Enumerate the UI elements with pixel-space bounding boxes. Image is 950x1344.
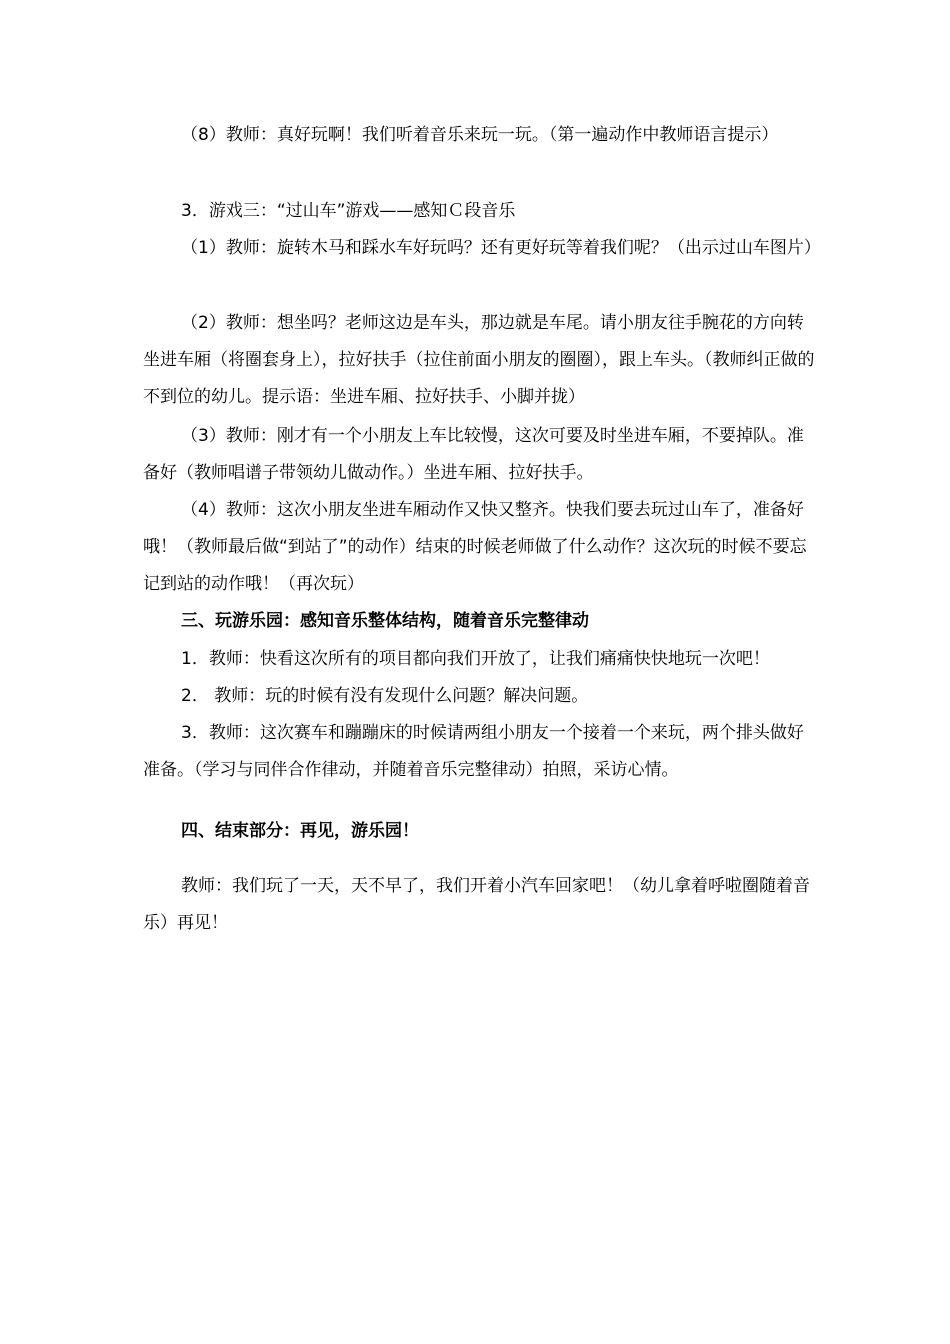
section-heading-three: 三、玩游乐园：感知音乐整体结构，随着音乐完整律动: [181, 611, 589, 631]
paragraph-teacher-8: （8）教师：真好玩啊！我们听着音乐来玩一玩。（第一遍动作中教师语言提示）: [181, 125, 779, 145]
paragraph-teacher-2: （2）教师：想坐吗？老师这边是车头，那边就是车尾。请小朋友往手腕花的方向转坐进车厢（将圈套身上），拉好扶手（拉住前面小朋友的圈圈），跟上车头。（教师纠正做的不到位的幼儿。提示语：坐进车厢、拉好扶手、小脚并拢）: [143, 313, 815, 407]
paragraph-teacher-1: （1）教师：旋转木马和踩水车好玩吗？还有更好玩等着我们呢？（出示过山车图片）: [181, 238, 821, 258]
section-heading-four: 四、结束部分：再见，游乐园！: [181, 821, 419, 841]
paragraph-game-three-title: 3．游戏三：“过山车”游戏——感知Ｃ段音乐: [181, 201, 516, 221]
paragraph-closing: 教师：我们玩了一天，天不早了，我们开着小汽车回家吧！（幼儿拿着呼啦圈随着音乐）再见！: [143, 876, 810, 933]
paragraph-teacher-3: （3）教师：刚才有一个小朋友上车比较慢，这次可要及时坐进车厢，不要掉队。准备好（教师唱谱子带领幼儿做动作。）坐进车厢、拉好扶手。: [143, 426, 804, 483]
paragraph-item-2: 2． 教师：玩的时候有没有发现什么问题？解决问题。: [181, 686, 589, 706]
paragraph-item-3: 3．教师：这次赛车和蹦蹦床的时候请两组小朋友一个接着一个来玩，两个排头做好准备。（学习与同伴合作律动，并随着音乐完整律动）拍照，采访心情。: [143, 723, 804, 780]
paragraph-item-1: 1．教师：快看这次所有的项目都向我们开放了，让我们痛痛快快地玩一次吧！: [181, 649, 770, 669]
paragraph-teacher-4: （4）教师：这次小朋友坐进车厢动作又快又整齐。快我们要去玩过山车了，准备好哦！（教师最后做“到站了”的动作）结束的时候老师做了什么动作？这次玩的时候不要忘记到站的动作哦！（再次玩）: [143, 500, 807, 594]
